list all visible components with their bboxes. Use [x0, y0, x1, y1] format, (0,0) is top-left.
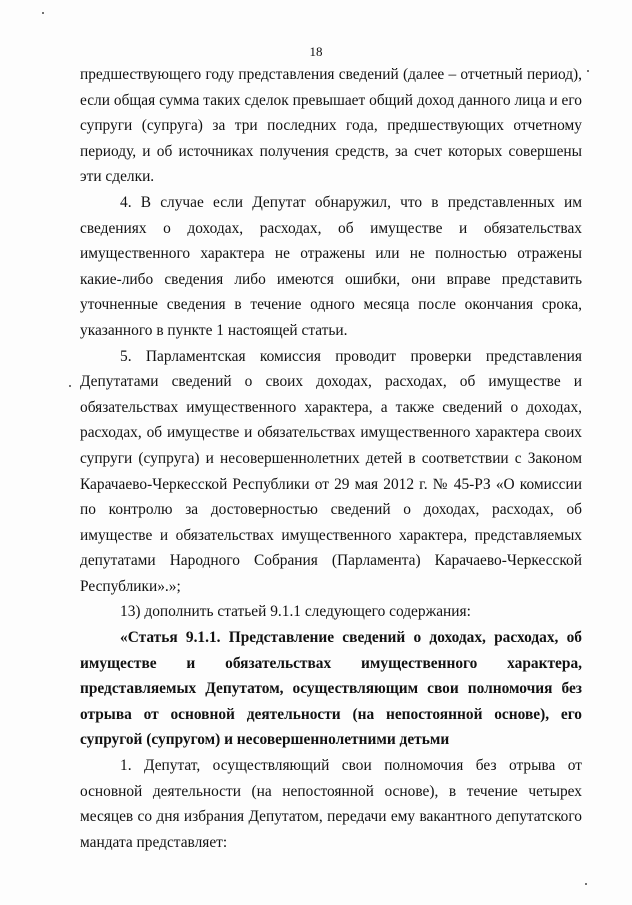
- paragraph-item-4: 4. В случае если Депутат обнаружил, что в представленных им сведениях о доходах, расходах, об имуществе и обязательствах имущественного характера не отражены или не полностью отражены какие-либо сведения либо имеются ошибки, они вправе представить уточненные сведения в течение одного месяца после окончания срока, указанного в пункте 1 настоящей статьи.: [80, 193, 582, 339]
- paragraph-article-item-1: 1. Депутат, осуществляющий свои полномочия без отрыва от основной деятельности (на непостоянной основе), в течение четырех месяцев со дня избрания Депутатом, передачи ему вакантного депутатского мандата представляет:: [80, 757, 582, 851]
- scan-speck: [585, 883, 587, 885]
- scan-speck: [587, 70, 589, 72]
- paragraph-continuation: предшествующего году представления сведений (далее – отчетный период), если общая сумма таких сделок превышает общий доход данного лица и его супруги (супруга) за три последних года, предшествующих отчетному периоду, и об источниках получения средств, за счет которых совершены эти сделки.: [80, 66, 582, 186]
- page-number: 18: [309, 44, 323, 59]
- scan-speck: [42, 12, 44, 14]
- paragraph-item-5: 5. Парламентская комиссия проводит проверки представления Депутатами сведений о своих доходах, расходах, об имуществе и обязательствах имущественного характера, а также сведений о доходах, расходах, об имуществе и обязательствах имущественного характера своих супруги (супруга) и несовершеннолетних детей в соответствии с Законом Карачаево-Черкесской Республики от 29 мая 2012 г. № 45-РЗ «О комиссии по контролю за достоверностью сведений о доходах, расходах, об имуществе и обязательствах имущественного характера, представляемых депутатами Народного Собрания (Парламента) Карачаево-Черкесской Республики».»;: [80, 347, 582, 595]
- paragraph-item-13: 13) дополнить статьей 9.1.1 следующего содержания:: [120, 603, 471, 621]
- article-heading: «Статья 9.1.1. Представление сведений о доходах, расходах, об имуществе и обязательствах имущественного характера, представляемых Депутатом, осуществляющим свои полномочия без отрыва от основной деятельности (на непостоянной основе), его супругой (супругом) и несовершеннолетними детьми: [80, 629, 582, 749]
- scan-speck: [69, 385, 71, 387]
- document-body: [80, 62, 582, 855]
